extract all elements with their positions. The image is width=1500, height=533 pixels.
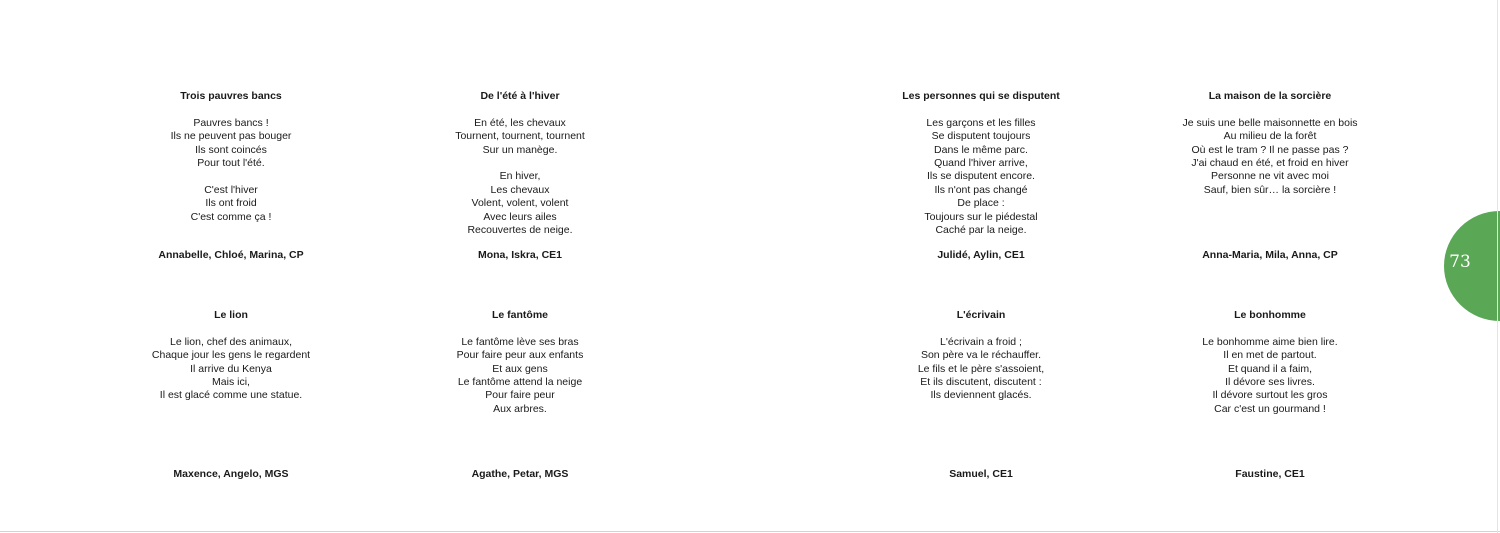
poem-line: Il en met de partout. xyxy=(1223,349,1317,362)
poem-line: Il arrive du Kenya xyxy=(190,362,272,375)
poem-line: C'est l'hiver xyxy=(204,183,258,196)
poem-line: Avec leurs ailes xyxy=(483,210,557,223)
poem-authors: Mona, Iskra, CE1 xyxy=(477,249,563,261)
poem-body xyxy=(1140,117,1400,197)
poem-les-personnes-qui-se-disputent xyxy=(851,90,1111,265)
poem-le-fantome xyxy=(390,309,650,484)
poem-line: Ils se disputent encore. xyxy=(927,170,1035,183)
poem-line: En été, les chevaux xyxy=(474,116,566,129)
poem-authors: Faustine, CE1 xyxy=(1235,468,1305,480)
poem-body xyxy=(851,117,1111,238)
poem-line: L'écrivain a froid ; xyxy=(940,335,1022,348)
poem-line: Tournent, tournent, tournent xyxy=(455,130,585,143)
poem-line: Pour faire peur xyxy=(485,389,555,402)
poem-line: Aux arbres. xyxy=(493,402,547,415)
poem-line: Recouvertes de neige. xyxy=(467,223,573,236)
poem-line: Dans le même parc. xyxy=(934,143,1028,156)
poem-authors: Annabelle, Chloé, Marina, CP xyxy=(158,249,304,261)
poem-line: Le bonhomme aime bien lire. xyxy=(1202,335,1338,348)
poem-line: Le fantôme lève ses bras xyxy=(461,335,579,348)
poem-line: Le lion, chef des animaux, xyxy=(170,335,292,348)
poem-stanza xyxy=(851,336,1111,403)
poem-stanza xyxy=(101,336,361,403)
poem-title: Le bonhomme xyxy=(1234,309,1306,321)
poem-le-lion xyxy=(101,309,361,484)
poem-line: Pauvres bancs ! xyxy=(193,116,269,129)
poem-line: Il est glacé comme une statue. xyxy=(159,389,303,402)
poem-line: Toujours sur le piédestal xyxy=(924,210,1038,223)
poem-l-ecrivain xyxy=(851,309,1111,484)
poem-line: Pour faire peur aux enfants xyxy=(456,349,584,362)
poem-line: Le fils et le père s'assoient, xyxy=(917,362,1045,375)
poem-le-bonhomme xyxy=(1140,309,1400,484)
poem-authors: Samuel, CE1 xyxy=(949,468,1013,480)
poem-body xyxy=(101,117,361,224)
poem-body xyxy=(1140,336,1400,416)
poem-body xyxy=(390,336,650,416)
poem-line: Je suis une belle maisonnette en bois xyxy=(1182,116,1358,129)
poem-line: En hiver, xyxy=(499,170,541,183)
poem-stanza xyxy=(1140,117,1400,197)
poem-line: Et quand il a faim, xyxy=(1227,362,1313,375)
poem-line: Les garçons et les filles xyxy=(926,116,1036,129)
poem-line: Sauf, bien sûr… la sorcière ! xyxy=(1203,183,1337,196)
right-page-edge xyxy=(1497,0,1498,533)
page-number: 73 xyxy=(1449,252,1471,272)
poem-la-maison-de-la-sorciere xyxy=(1140,90,1400,265)
poem-title: Trois pauvres bancs xyxy=(180,90,282,102)
poem-stanza xyxy=(101,184,361,224)
poem-authors: Agathe, Petar, MGS xyxy=(471,468,569,480)
poem-de-l-ete-a-l-hiver xyxy=(390,90,650,265)
poem-line: Sur un manège. xyxy=(482,143,558,156)
poem-stanza xyxy=(390,336,650,416)
poem-line: Il dévore ses livres. xyxy=(1225,375,1315,388)
poem-line: Les chevaux xyxy=(490,183,550,196)
poem-line: Caché par la neige. xyxy=(935,223,1027,236)
poem-line: Ils n'ont pas changé xyxy=(934,183,1028,196)
poem-stanza xyxy=(390,170,650,237)
poem-line: Ils deviennent glacés. xyxy=(930,389,1032,402)
poem-line: Il dévore surtout les gros xyxy=(1212,389,1328,402)
poem-stanza xyxy=(101,117,361,171)
poem-authors: Julidé, Aylin, CE1 xyxy=(937,249,1025,261)
poem-line: Ils sont coincés xyxy=(195,143,267,156)
poem-line: Car c'est un gourmand ! xyxy=(1214,402,1326,415)
poem-line: Chaque jour les gens le regardent xyxy=(151,349,311,362)
poem-line: Son père va le réchauffer. xyxy=(920,349,1042,362)
poem-line: Ils ont froid xyxy=(205,197,257,210)
poem-line: Au milieu de la forêt xyxy=(1223,130,1317,143)
poem-body xyxy=(851,336,1111,403)
poem-trois-pauvres-bancs xyxy=(101,90,361,265)
poem-stanza xyxy=(390,117,650,157)
poem-title: La maison de la sorcière xyxy=(1208,90,1332,102)
poem-body xyxy=(101,336,361,403)
poem-body xyxy=(390,117,650,238)
poem-line: Et aux gens xyxy=(492,362,548,375)
poem-title: Le lion xyxy=(214,309,248,321)
poem-stanza xyxy=(1140,336,1400,416)
poem-line: Où est le tram ? Il ne passe pas ? xyxy=(1191,143,1349,156)
poem-line: Et ils discutent, discutent : xyxy=(920,375,1042,388)
poem-line: C'est comme ça ! xyxy=(190,210,272,223)
poem-authors: Maxence, Angelo, MGS xyxy=(173,468,289,480)
poem-line: Volent, volent, volent xyxy=(471,197,569,210)
poem-title: L'écrivain xyxy=(956,309,1006,321)
poem-line: Quand l'hiver arrive, xyxy=(934,156,1028,169)
poem-line: De place : xyxy=(957,197,1005,210)
poem-line: Mais ici, xyxy=(212,375,250,388)
poem-line: Le fantôme attend la neige xyxy=(457,375,583,388)
poem-line: Ils ne peuvent pas bouger xyxy=(170,130,292,143)
poem-title: De l'été à l'hiver xyxy=(480,90,560,102)
poem-line: Personne ne vit avec moi xyxy=(1211,170,1329,183)
poem-title: Les personnes qui se disputent xyxy=(902,90,1060,102)
poem-authors: Anna-Maria, Mila, Anna, CP xyxy=(1202,249,1338,261)
poem-line: Pour tout l'été. xyxy=(197,156,265,169)
poem-title: Le fantôme xyxy=(491,309,548,321)
bottom-divider xyxy=(0,531,1500,532)
poem-stanza xyxy=(851,117,1111,238)
poem-line: J'ai chaud en été, et froid en hiver xyxy=(1191,156,1349,169)
poem-line: Se disputent toujours xyxy=(931,130,1031,143)
